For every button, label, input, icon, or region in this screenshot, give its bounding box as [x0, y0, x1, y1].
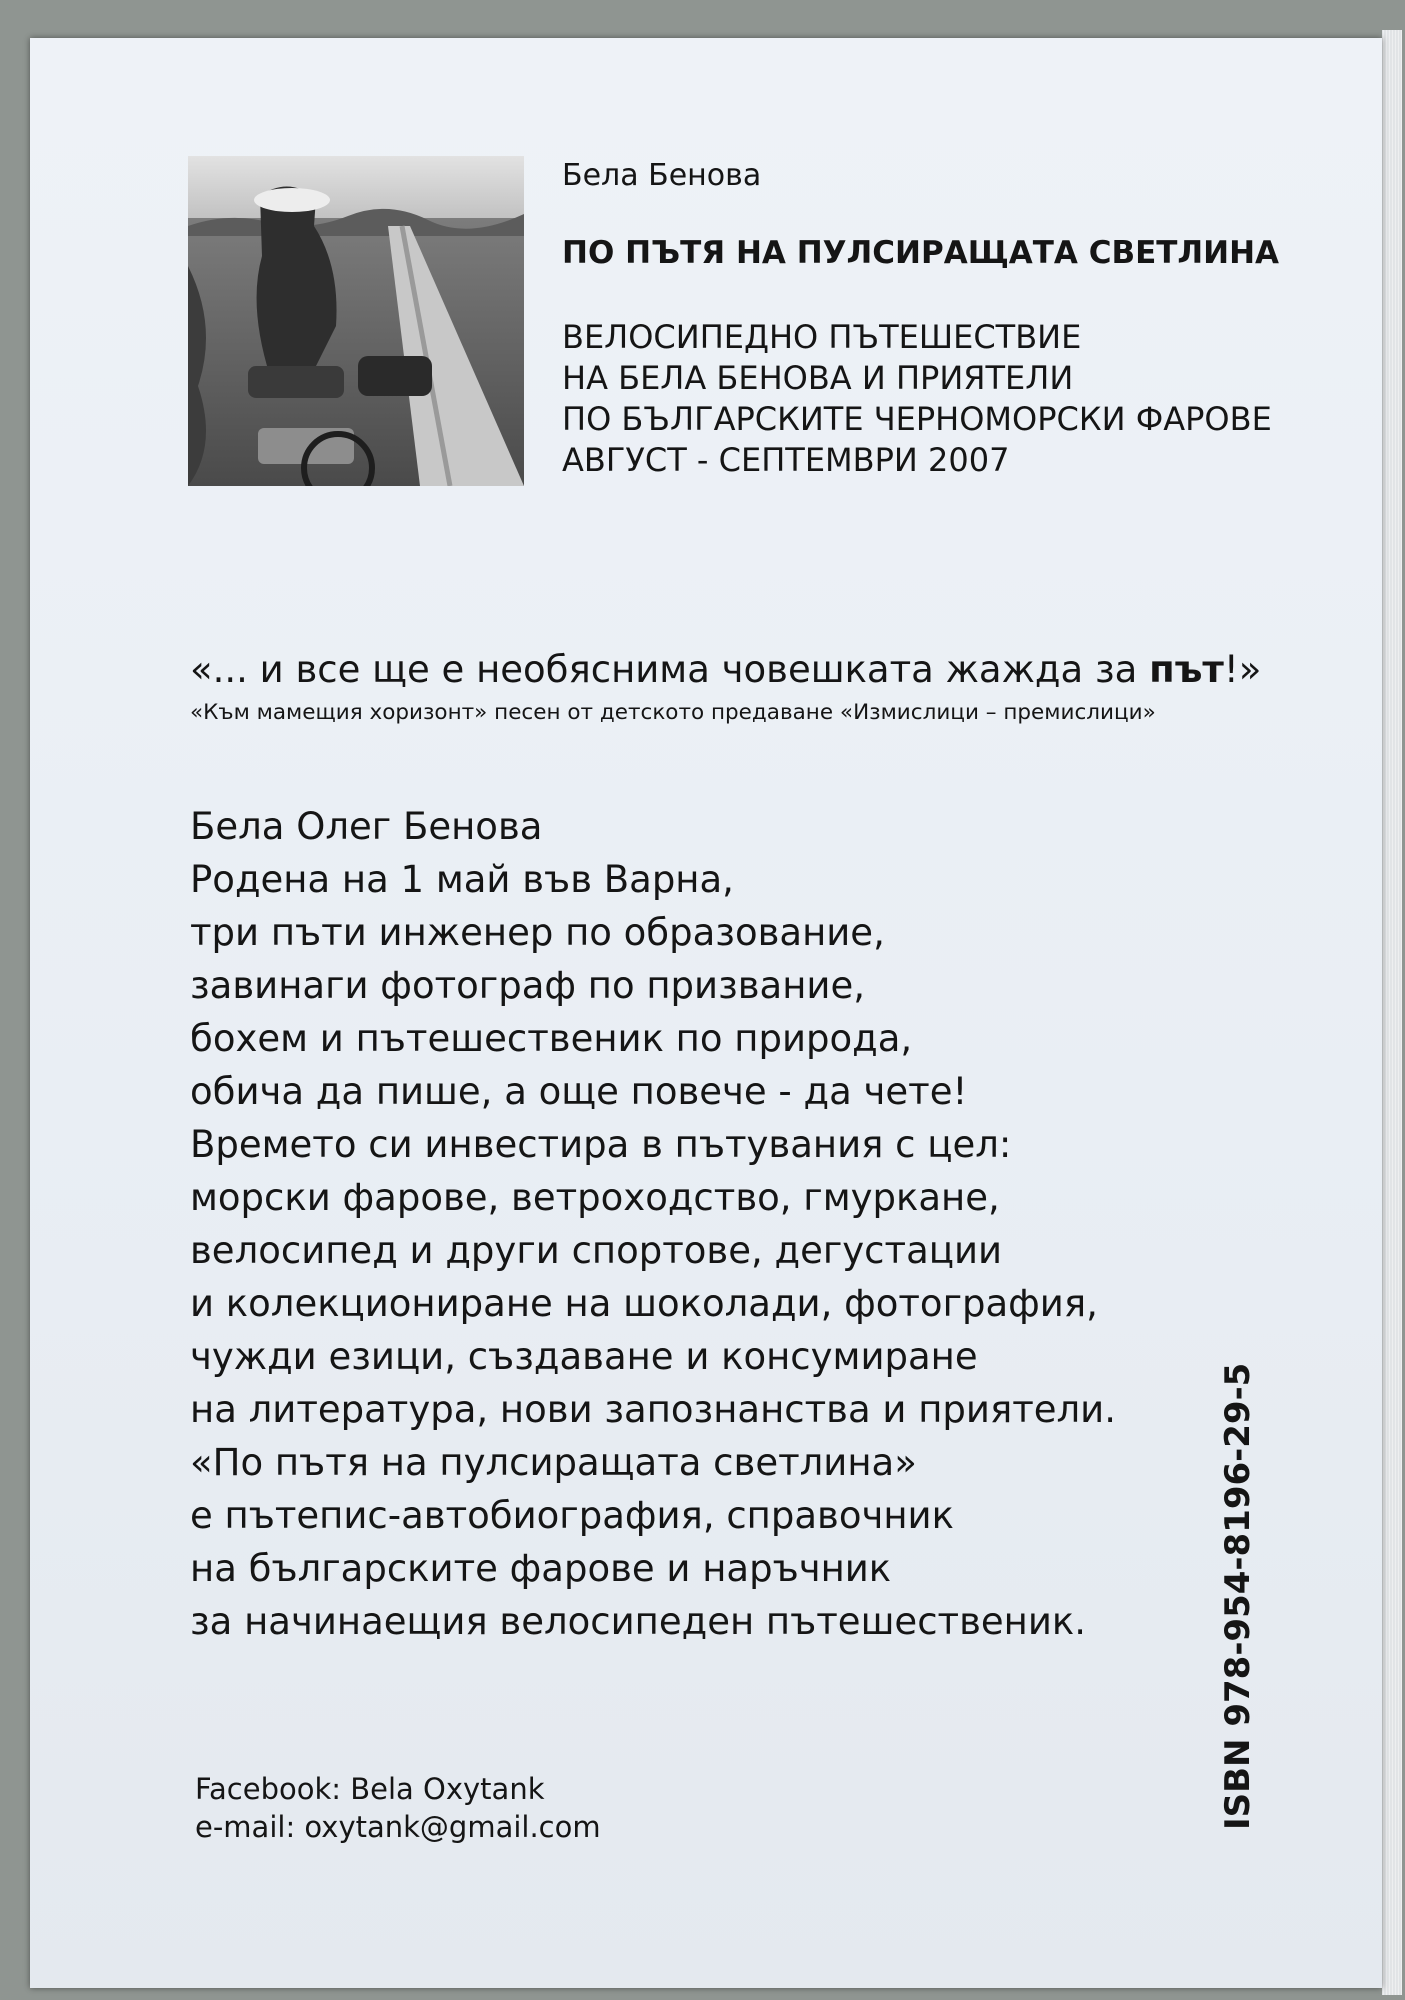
- bio-line: бохем и пътешественик по природа,: [190, 1017, 913, 1060]
- subtitle-line: НА БЕЛА БЕНОВА И ПРИЯТЕЛИ: [562, 359, 1074, 397]
- bio-line: Бела Олег Бенова: [190, 805, 543, 848]
- quote-lead: «... и все ще е необяснима човешката жажда за: [190, 648, 1150, 691]
- bio-line: чужди езици, създаване и консумиране: [190, 1335, 978, 1378]
- page-edge: [1382, 30, 1402, 1995]
- author-name: Бела Бенова: [562, 158, 762, 193]
- bio-line: Времето си инвестира в пътувания с цел:: [190, 1123, 1012, 1166]
- bio-line: велосипед и други спортове, дегустации: [190, 1229, 1003, 1272]
- author-photo-image: [188, 156, 524, 486]
- bio-line: три пъти инженер по образование,: [190, 911, 885, 954]
- bio-line: за начинаещия велосипеден пътешественик.: [190, 1600, 1087, 1643]
- facebook-contact: Facebook: Bela Oxytank: [195, 1772, 545, 1806]
- isbn-number: ISBN 978-954-8196-29-5: [1218, 1362, 1258, 1830]
- bio-line: Родена на 1 май във Варна,: [190, 858, 734, 901]
- photo-hat: [254, 188, 330, 212]
- bio-line: на литература, нови запознанства и приятели.: [190, 1388, 1116, 1431]
- book-title: ПО ПЪТЯ НА ПУЛСИРАЩАТА СВЕТЛИНА: [562, 235, 1280, 271]
- bio-line: е пътепис-автобиография, справочник: [190, 1494, 954, 1537]
- bio-line: обича да пише, а още повече - да чете!: [190, 1070, 968, 1113]
- photo-bag-1: [248, 366, 344, 398]
- email-contact: e-mail: oxytank@gmail.com: [195, 1810, 601, 1844]
- bio-line: завинаги фотограф по призвание,: [190, 964, 865, 1007]
- author-bio: [190, 800, 1116, 1648]
- bio-line: и колекциониране на шоколади, фотография,: [190, 1282, 1098, 1325]
- subtitle-line: ВЕЛОСИПЕДНО ПЪТЕШЕСТВИЕ: [562, 318, 1082, 356]
- subtitle-line: ПО БЪЛГАРСКИТЕ ЧЕРНОМОРСКИ ФАРОВЕ: [562, 400, 1272, 438]
- quote-source: «Към мамещия хоризонт» песен от детското предаване «Измислици – премислици»: [190, 700, 1156, 725]
- photo-bag-2: [358, 356, 432, 396]
- quote-tail: !»: [1223, 648, 1262, 691]
- quote-emphasis: път: [1149, 648, 1224, 691]
- bio-line: «По пътя на пулсиращата светлина»: [190, 1441, 917, 1484]
- subtitle-line: АВГУСТ - СЕПТЕМВРИ 2007: [562, 441, 1010, 479]
- epigraph-quote: [190, 648, 1261, 691]
- bio-line: на българските фарове и наръчник: [190, 1547, 892, 1590]
- bio-line: морски фарове, ветроходство, гмуркане,: [190, 1176, 1000, 1219]
- author-photo: [188, 156, 524, 486]
